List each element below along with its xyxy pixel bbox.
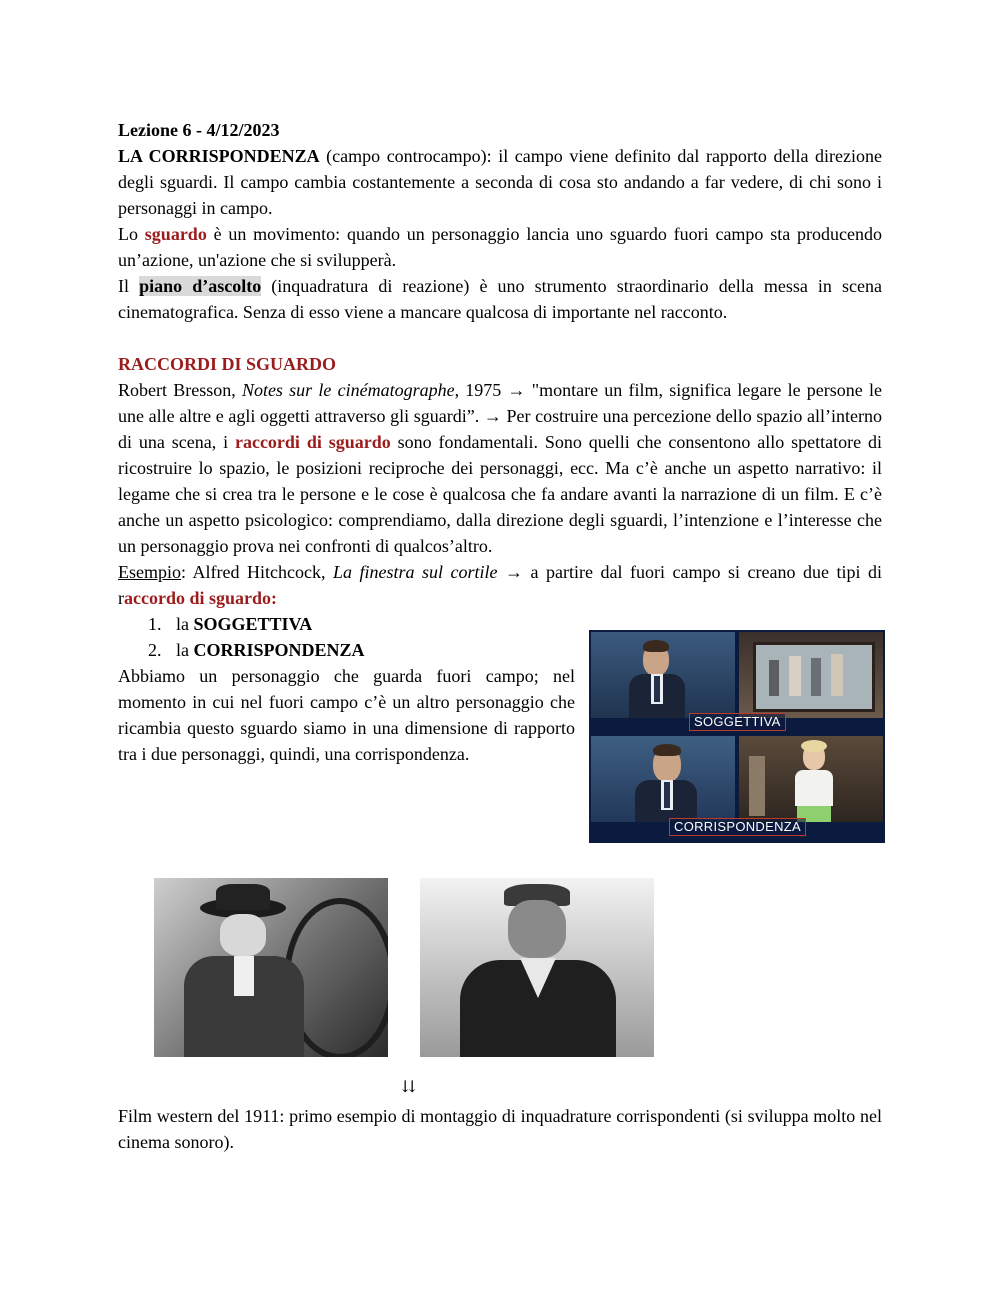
term-piano-ascolto: piano d’ascolto <box>139 276 262 296</box>
intro-block <box>118 117 882 325</box>
closing-block <box>118 1103 882 1155</box>
paragraph-piano-ascolto: Il piano d’ascolto (inquadratura di reazione) è uno strumento straordinario della messa in scena cinematografica. Senza di esso viene a mancare qualcosa di importante nel racconto. <box>118 276 882 322</box>
paragraph-sguardo: Lo sguardo è un movimento: quando un personaggio lancia uno sguardo fuori campo sta producendo un’azione, un'azione che si svilupperà. <box>118 224 882 270</box>
double-down-arrow: ⇊ <box>402 1079 416 1096</box>
book-title: Notes sur le cinématographe <box>241 380 455 400</box>
paragraph-dimensione: Abbiamo un personaggio che guarda fuori campo; nel momento in cui nel fuori campo c’è un altro personaggio che ricambia questo sguardo siamo in una dimensione di rapporto tra i due personaggi, quindi, una corrispondenza. <box>118 666 575 764</box>
still-man-looking-1 <box>591 632 735 718</box>
paragraph-esempio: Esempio: Alfred Hitchcock, La finestra sul cortile → a partire dal fuori campo si creano due tipi di raccordo di sguardo: <box>118 562 882 608</box>
term-raccordi: raccordi di sguardo <box>234 432 391 452</box>
section-title: RACCORDI DI SGUARDO <box>118 354 337 374</box>
list-item: 1. la SOGGETTIVA <box>148 614 313 634</box>
caption-soggettiva: SOGGETTIVA <box>689 713 786 731</box>
paragraph-corrispondenza: LA CORRISPONDENZA (campo controcampo): il campo viene definito dal rapporto della direzione degli sguardi. Il campo cambia costantemente a seconda di cosa sto andando a far vedere, di chi sono i personaggi in campo. <box>118 146 882 218</box>
term-accordo: accordo di sguardo: <box>124 588 277 608</box>
term-corrispondenza: LA CORRISPONDENZA <box>118 146 320 166</box>
paragraph-western-1911: Film western del 1911: primo esempio di montaggio di inquadrature corrispondenti (si sviluppa molto nel cinema sonoro). <box>118 1106 882 1152</box>
still-window-scene <box>739 632 883 718</box>
film-title: La finestra sul cortile <box>332 562 498 582</box>
still-woman-returning-gaze <box>739 736 883 822</box>
term-sguardo: sguardo <box>144 224 207 244</box>
lesson-heading: Lezione 6 - 4/12/2023 <box>118 120 280 140</box>
still-man-looking-2 <box>591 736 735 822</box>
rear-window-collage <box>589 630 885 843</box>
paragraph-bresson: Robert Bresson, Notes sur le cinématographe, 1975 → "montare un film, significa legare le persone le une alle altre e agli oggetti attraverso gli sguardi”. → Per costruire una percezione dello spazio all’interno di una scena, i raccordi di sguardo sono fondamentali. Sono quelli che consentono allo spettatore di ricostruire lo spazio, le posizioni reciproche dei personaggi, ecc. Ma c’è anche un aspetto narrativo: il legame che si crea tra le persone e le cose è qualcosa che fa andare avanti la narrazione di un film. E c’è anche un aspetto psicologico: comprendiamo, dalla direzione degli sguardi, l’intenzione e l’interesse che un personaggio prova nei confronti di qualcos’altro. <box>118 380 882 556</box>
esempio-label: Esempio <box>118 562 181 582</box>
caption-corrispondenza: CORRISPONDENZA <box>669 818 806 836</box>
still-western-man-hat <box>154 878 388 1057</box>
still-western-man-reacting <box>420 878 654 1057</box>
list-item: 2. la CORRISPONDENZA <box>148 640 365 660</box>
